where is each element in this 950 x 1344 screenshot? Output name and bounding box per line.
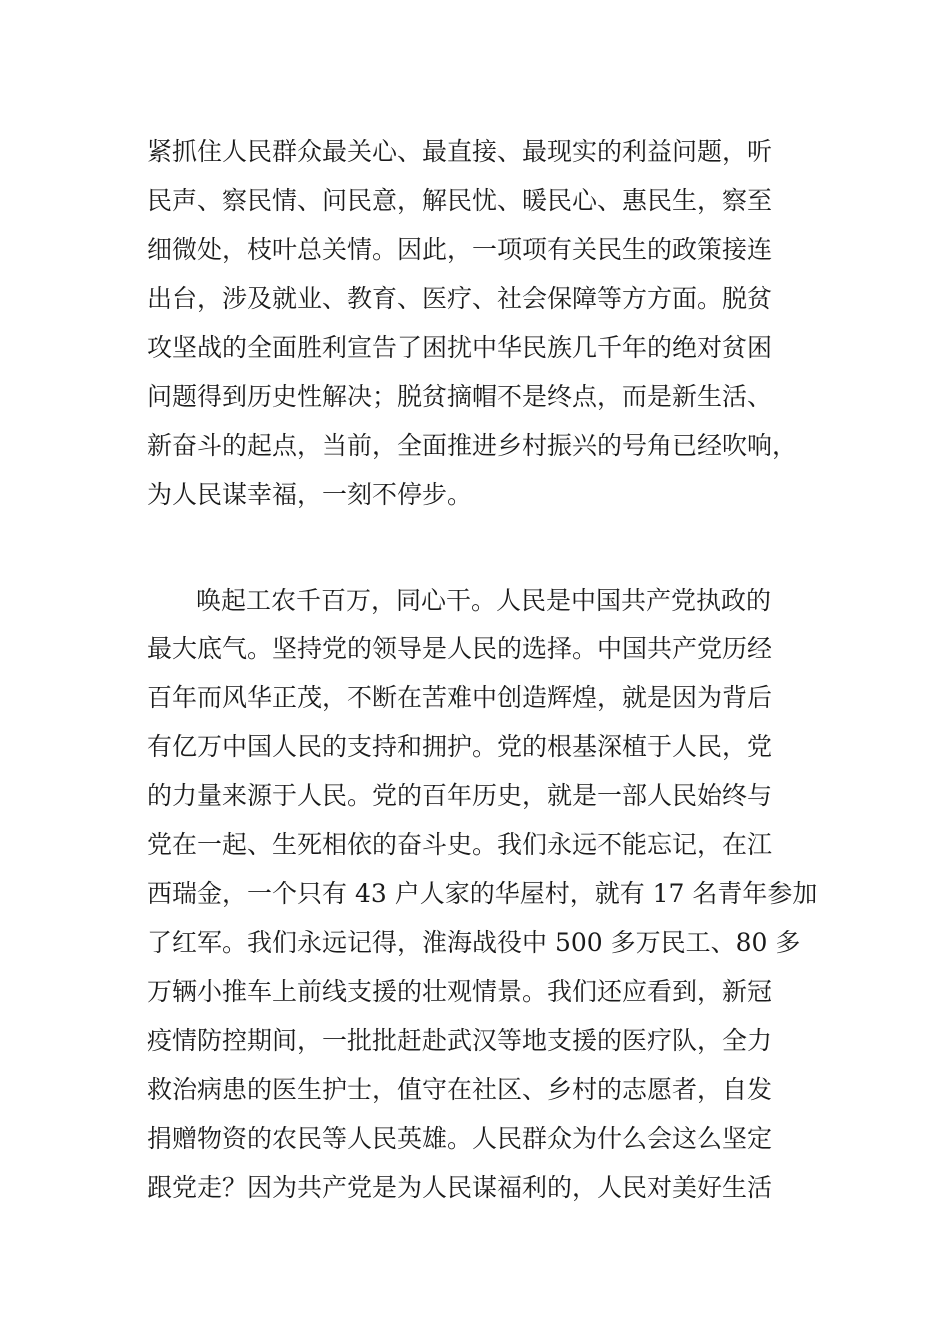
paragraph-2-line-5: 的力量来源于人民。党的百年历史，就是一部人民始终与 [147,781,773,810]
paragraph-2-line-3: 百年而风华正茂，不断在苦难中创造辉煌，就是因为背后 [147,683,773,712]
paragraph-1-line-2: 民声、察民情、问民意，解民忧、暖民心、惠民生，察至 [147,186,773,215]
paragraph-2-line-6: 党在一起、生死相依的奋斗史。我们永远不能忘记，在江 [147,830,773,859]
paragraph-2-line-7: 西瑞金，一个只有 43 户人家的华屋村，就有 17 名青年参加 [147,879,818,908]
paragraph-1-line-7: 新奋斗的起点，当前，全面推进乡村振兴的号角已经吹响， [147,431,798,460]
paragraph-2-line-8: 了红军。我们永远记得，淮海战役中 500 多万民工、80 多 [147,928,801,957]
paragraph-2-line-13: 跟党走？因为共产党是为人民谋福利的，人民对美好生活 [147,1173,773,1202]
paragraph-2-line-12: 捐赠物资的农民等人民英雄。人民群众为什么会这么坚定 [147,1124,773,1153]
paragraph-2-line-2: 最大底气。坚持党的领导是人民的选择。中国共产党历经 [147,634,773,663]
paragraph-2-line-9: 万辆小推车上前线支援的壮观情景。我们还应看到，新冠 [147,977,773,1006]
paragraph-1-line-3: 细微处，枝叶总关情。因此，一项项有关民生的政策接连 [147,235,773,264]
paragraph-1-line-4: 出台，涉及就业、教育、医疗、社会保障等方方面。脱贫 [147,284,773,313]
paragraph-2-line-1: 唤起工农千百万，同心干。人民是中国共产党执政的 [196,586,772,615]
paragraph-1-line-5: 攻坚战的全面胜利宣告了困扰中华民族几千年的绝对贫困 [147,333,773,362]
paragraph-2-line-10: 疫情防控期间，一批批赶赴武汉等地支援的医疗队，全力 [147,1026,773,1055]
paragraph-2-line-11: 救治病患的医生护士，值守在社区、乡村的志愿者，自发 [147,1075,773,1104]
paragraph-1-line-8: 为人民谋幸福，一刻不停步。 [147,480,473,509]
paragraph-1-line-6: 问题得到历史性解决；脱贫摘帽不是终点，而是新生活、 [147,382,773,411]
paragraph-1-line-1: 紧抓住人民群众最关心、最直接、最现实的利益问题，听 [147,137,773,166]
paragraph-2-line-4: 有亿万中国人民的支持和拥护。党的根基深植于人民，党 [147,732,773,761]
